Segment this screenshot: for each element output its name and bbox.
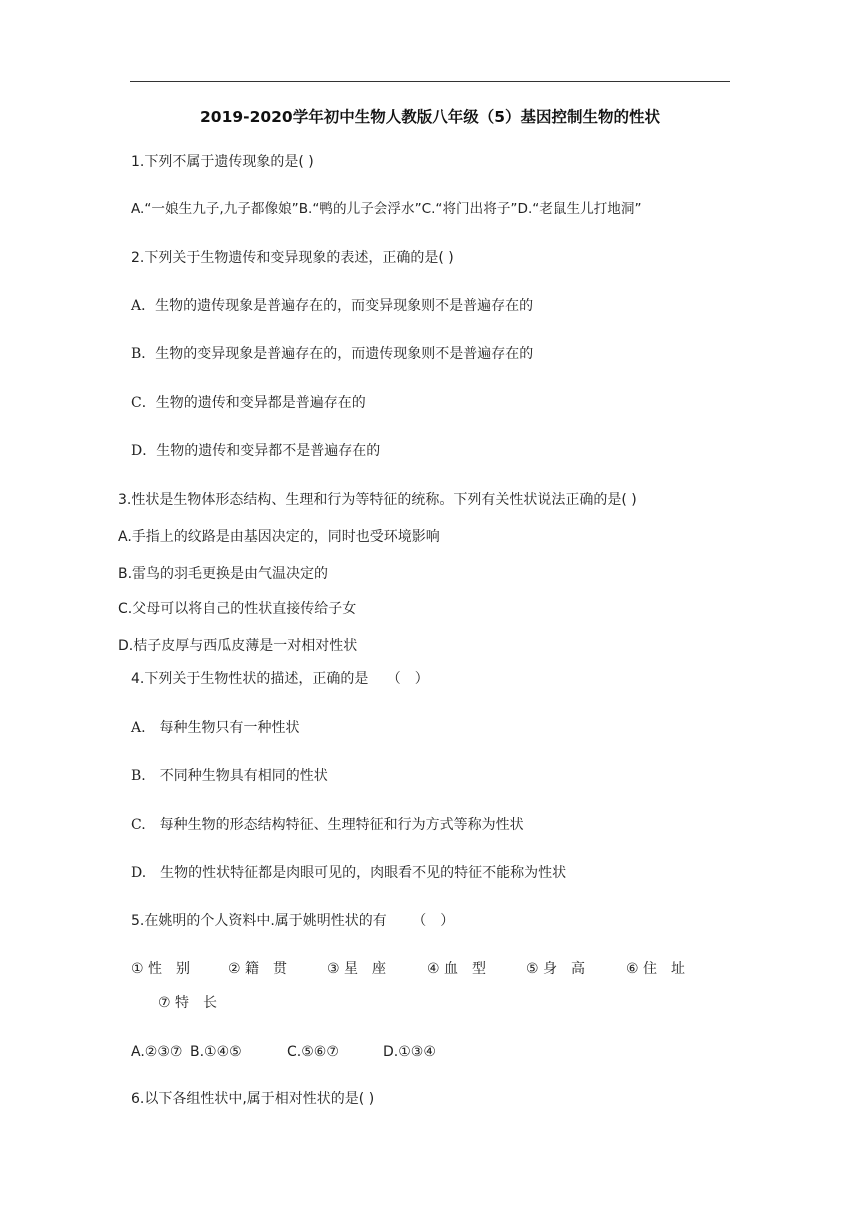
- question-3-stem: 3.性状是生物体形态结构、生理和行为等特征的统称。下列有关性状说法正确的是( ): [118, 492, 637, 508]
- question-3-option-c: C.父母可以将自己的性状直接传给子女: [118, 601, 357, 617]
- question-5-stem: 5.在姚明的个人资料中.属于姚明性状的有 （ ）: [131, 913, 455, 929]
- question-2-option-d: D．生物的遗传和变异都不是普遍存在的: [131, 443, 381, 459]
- question-2-stem: 2.下列关于生物遗传和变异现象的表述，正确的是( ): [131, 250, 454, 266]
- question-5-answer-d: D.①③④: [383, 1044, 436, 1060]
- question-4-option-a: A. 每种生物只有一种性状: [131, 720, 300, 736]
- question-5-item: ⑤ 身 高: [526, 961, 586, 977]
- question-4-stem: 4.下列关于生物性状的描述，正确的是 （ ）: [131, 671, 429, 687]
- question-1-stem: 1.下列不属于遗传现象的是( ): [131, 154, 314, 170]
- question-5-item: ④ 血 型: [427, 961, 487, 977]
- question-6-stem: 6.以下各组性状中,属于相对性状的是( ): [131, 1091, 375, 1107]
- question-4-option-d: D. 生物的性状特征都是肉眼可见的，肉眼看不见的特征不能称为性状: [131, 865, 567, 881]
- question-5-item: ⑥ 住 址: [626, 961, 686, 977]
- question-5-answer-c: C.⑤⑥⑦: [287, 1044, 339, 1060]
- document-title: 2019-2020学年初中生物人教版八年级（5）基因控制生物的性状: [200, 108, 660, 126]
- question-4-option-b: B. 不同种生物具有相同的性状: [131, 768, 328, 784]
- question-3-option-b: B.雷鸟的羽毛更换是由气温决定的: [118, 566, 329, 582]
- question-4-option-c: C. 每种生物的形态结构特征、生理特征和行为方式等称为性状: [131, 817, 524, 833]
- question-5-item: ② 籍 贯: [228, 961, 288, 977]
- question-5-answer-b: B.①④⑤: [190, 1044, 242, 1060]
- question-2-option-b: B．生物的变异现象是普遍存在的，而遗传现象则不是普遍存在的: [131, 346, 534, 362]
- question-5-item: ⑦ 特 长: [158, 995, 218, 1011]
- question-2-option-a: A．生物的遗传现象是普遍存在的，而变异现象则不是普遍存在的: [131, 298, 534, 314]
- question-3-option-a: A.手指上的纹路是由基因决定的，同时也受环境影响: [118, 529, 440, 545]
- question-5-answer-a: A.②③⑦: [131, 1044, 183, 1060]
- question-1-options: A.“一娘生九子,九子都像娘”B.“鸭的儿子会浮水”C.“将门出将子”D.“老鼠生儿打地洞”: [131, 201, 642, 217]
- question-3-option-d: D.桔子皮厚与西瓜皮薄是一对相对性状: [118, 638, 358, 654]
- header-rule: [130, 81, 730, 82]
- question-2-option-c: C．生物的遗传和变异都是普遍存在的: [131, 395, 366, 411]
- question-5-item: ① 性 别: [131, 961, 191, 977]
- question-5-item: ③ 星 座: [327, 961, 387, 977]
